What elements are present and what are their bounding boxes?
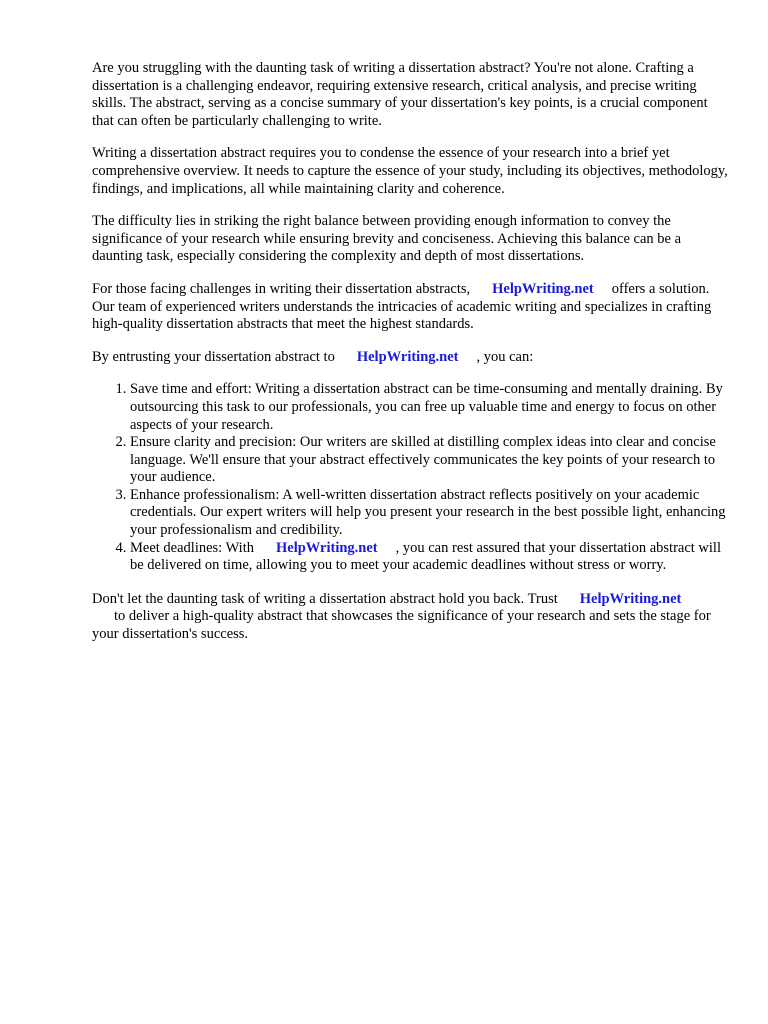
list-item <box>130 540 732 575</box>
solution-paragraph <box>92 281 732 334</box>
list-item-text: Enhance professionalism: A well-written dissertation abstract reflects positively on your academic credentials. Our expert writers will help you present your research in the best possible light, enhancing your professionalism and credibility. <box>130 486 726 539</box>
helpwriting-link[interactable]: HelpWriting.net <box>492 280 594 297</box>
list-item-text-before: Meet deadlines: With <box>130 539 254 556</box>
list-item <box>130 487 732 540</box>
solution-text-before: For those facing challenges in writing their dissertation abstracts, <box>92 280 471 297</box>
benefits-list <box>92 381 732 575</box>
list-item <box>130 434 732 487</box>
document-page <box>92 60 732 659</box>
list-item-text: Ensure clarity and precision: Our writers are skilled at distilling complex ideas into clear and concise language. We'll ensure that your abstract effectively communicates the key points of your research to your audience. <box>130 434 716 486</box>
helpwriting-link[interactable]: HelpWriting.net <box>275 539 378 556</box>
list-item <box>130 381 732 434</box>
entrusting-text-after: , you can: <box>476 348 534 365</box>
entrusting-paragraph <box>92 349 732 367</box>
helpwriting-link[interactable]: HelpWriting.net <box>356 348 459 365</box>
abstract-requirements-paragraph: Writing a dissertation abstract requires you to condense the essence of your research into a brief yet comprehensive overview. It needs to capture the essence of your study, including its objectives, methodology, findings, and implications, all while maintaining clarity and coherence. <box>92 145 728 197</box>
closing-paragraph <box>92 591 732 644</box>
entrusting-text-before: By entrusting your dissertation abstract to <box>92 348 335 365</box>
list-item-text: Save time and effort: Writing a dissertation abstract can be time-consuming and mentally draining. By outsourcing this task to our professionals, you can free up valuable time and energy to focus on other aspects of your research. <box>130 381 723 433</box>
intro-paragraph: Are you struggling with the daunting task of writing a dissertation abstract? You're not alone. Crafting a dissertation is a challenging endeavor, requiring extensive research, critical analysis, and precise writing skills. The abstract, serving as a concise summary of your dissertation's key points, is a crucial component that can often be particularly challenging to write. <box>92 60 708 129</box>
solution-text-after: offers a solution. Our team of experienced writers understands the intricacies of academic writing and specializes in crafting high-quality dissertation abstracts that meet the highest standards. <box>92 280 712 333</box>
helpwriting-link[interactable]: HelpWriting.net <box>579 590 682 607</box>
list-item-text-after: , you can rest assured that your dissertation abstract will be delivered on time, allowing you to meet your academic deadlines without stress or worry. <box>130 539 721 574</box>
closing-text-before: Don't let the daunting task of writing a dissertation abstract hold you back. Trust <box>92 590 558 607</box>
difficulty-paragraph: The difficulty lies in striking the right balance between providing enough information to convey the significance of your research while ensuring brevity and conciseness. Achieving this balance can be a daunting task, especially considering the complexity and depth of most dissertations. <box>92 213 682 265</box>
closing-text-after: to deliver a high-quality abstract that showcases the significance of your research and sets the stage for your dissertation's success. <box>92 608 711 643</box>
